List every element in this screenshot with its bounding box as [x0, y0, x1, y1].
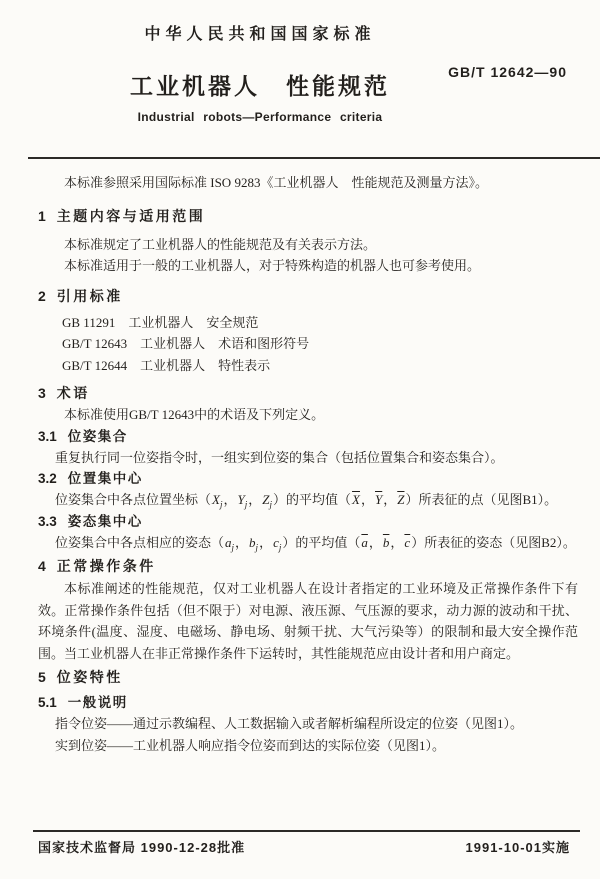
section-3-2-body: 位姿集合中各点位置坐标（$X_j$，$Y_j$，$Z_j$）的平均值（$\overline{X}$，$\overline{Y}$，$\overline{Z}$）所表征的点（见图B1）。 [55, 492, 558, 510]
section-5-1-line-2: 实到位姿——工业机器人响应指令位姿而到达的实际位姿（见图1）。 [55, 737, 446, 753]
implementation-info: 1991-10-01实施 [465, 840, 570, 855]
footer-rule [33, 830, 580, 832]
section-4-number: 4 [38, 558, 46, 574]
section-4-body: 本标准阐述的性能规范，仅对工业机器人在设计者指定的工业环境及正常操作条件下有效。正常操作条件包括（但不限于）对电源、液压源、气压源的要求，动力源的波动和干扰、环境条件(温度、湿度、电磁场、静电场、射频干扰、大气污染等）的限制和最大安全操作范围。当工业机器人在非正常操作条件下运转时，其性能规范应由设计者和用户商定。 [38, 581, 578, 661]
section-3-number: 3 [38, 385, 46, 401]
section-5-number: 5 [38, 669, 46, 685]
section-3-2-heading [38, 468, 578, 489]
section-3-3-body: 位姿集合中各点相应的姿态（$a_j$，$b_j$，$c_j$）的平均值（$\overline{a}$，$\overline{b}$，$\overline{c}$）所表征的姿态（见图B2）。 [55, 534, 576, 553]
document-title: 工业机器人 性能规范 [130, 73, 390, 99]
national-standard-label: 中华人民共和国国家标准 [144, 26, 376, 43]
section-2-heading [38, 286, 578, 307]
document-body [38, 159, 578, 756]
document-header [0, 0, 520, 125]
reference-list [38, 312, 578, 377]
section-3-1-title: 位姿集合 [67, 428, 128, 444]
section-2-title: 引用标准 [56, 287, 123, 304]
section-3-3-title: 姿态集中心 [67, 513, 143, 529]
section-5-1-heading [38, 692, 578, 713]
section-3-heading [38, 383, 578, 404]
document-footer [38, 837, 570, 859]
section-3-2-number: 3.2 [38, 471, 57, 486]
reference-item: GB/T 12643 工业机器人 术语和图形符号 [62, 336, 310, 351]
section-3-title: 术语 [56, 385, 90, 401]
section-3-1-body: 重复执行同一位姿指令时，一组实到位姿的集合（包括位置集合和姿态集合）。 [55, 449, 504, 465]
section-1-number: 1 [38, 207, 46, 224]
section-3-1-heading [38, 426, 578, 447]
section-4-heading [38, 556, 578, 577]
section-4-title: 正常操作条件 [56, 558, 156, 574]
section-5-1-title: 一般说明 [67, 695, 128, 710]
document-title-english: Industrial robots—Performance criteria [137, 110, 383, 124]
section-3-2-title: 位置集中心 [67, 471, 143, 486]
section-5-title: 位姿特性 [56, 669, 123, 685]
standard-number: GB/T 12642—90 [448, 64, 567, 80]
section-2-number: 2 [38, 287, 46, 304]
section-3-3-heading [38, 511, 578, 532]
reference-item: GB 11291 工业机器人 安全规范 [62, 314, 259, 330]
section-3-body: 本标准使用GB/T 12643中的术语及下列定义。 [64, 407, 325, 422]
approval-info: 国家技术监督局 1990-12-28批准 [38, 840, 246, 855]
section-1-line-2: 本标准适用于一般的工业机器人，对于特殊构造的机器人也可参考使用。 [64, 258, 481, 273]
section-5-1-number: 5.1 [38, 695, 57, 710]
reference-item: GB/T 12644 工业机器人 特性表示 [62, 357, 271, 373]
section-3-3-number: 3.3 [38, 513, 57, 529]
section-1-title: 主题内容与适用范围 [56, 207, 206, 224]
section-1-heading [38, 206, 578, 227]
section-3-1-number: 3.1 [38, 428, 57, 444]
intro-paragraph: 本标准参照采用国际标准 ISO 9283《工业机器人 性能规范及测量方法》。 [64, 175, 488, 190]
section-5-1-line-1: 指令位姿——通过示教编程、人工数据输入或者解析编程所设定的位姿（见图1）。 [55, 716, 524, 731]
section-1-line-1: 本标准规定了工业机器人的性能规范及有关表示方法。 [64, 236, 377, 252]
section-5-heading [38, 667, 578, 688]
